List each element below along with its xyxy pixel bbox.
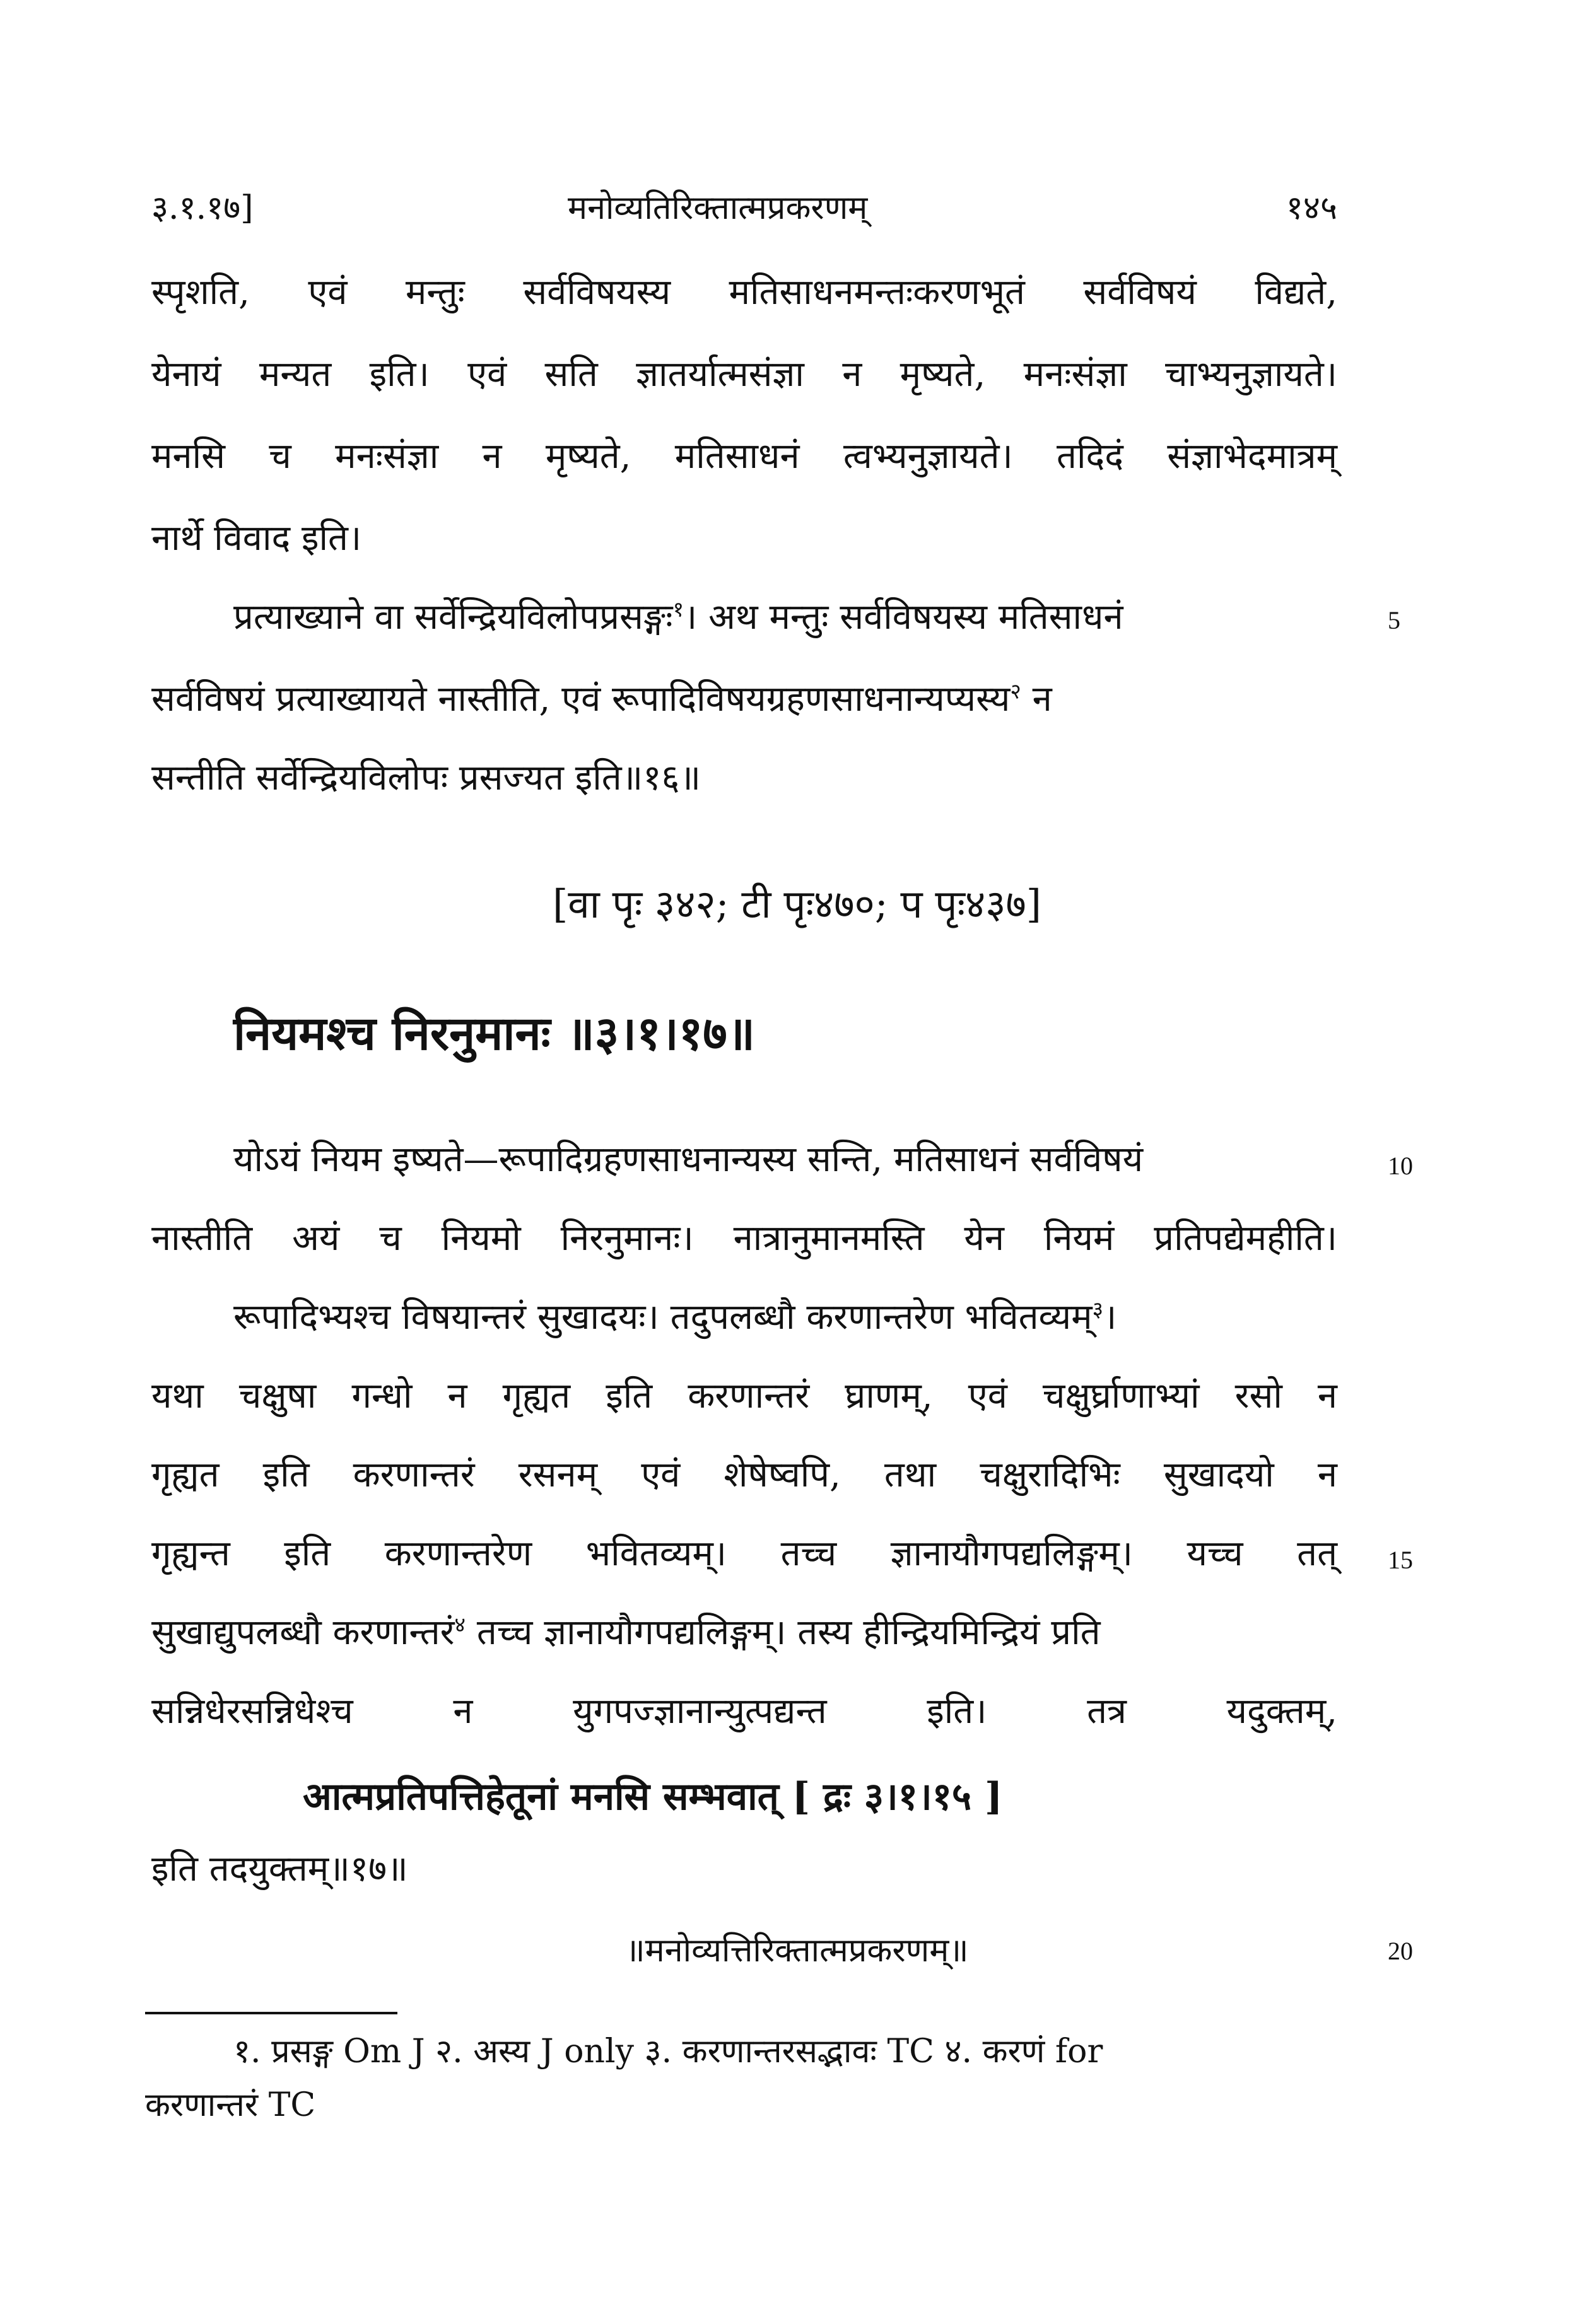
text-line: येनायं मन्यत इति। एवं सति ज्ञातर्यात्मसंज्ञा न मृष्यते, मनःसंज्ञा चाभ्यनुज्ञायते। <box>151 354 1337 395</box>
text-line: योऽयं नियम इष्यते—रूपादिग्रहणसाधनान्यस्य सन्ति, मतिसाधनं सर्वविषयं <box>233 1139 1144 1180</box>
header-section-ref: ३.१.१७] <box>151 189 254 227</box>
text-span: सुखाद्युपलब्धौ करणान्तरं <box>151 1612 455 1653</box>
text-span: रूपादिभ्यश्च विषयान्तरं सुखादयः। तदुपलब्धौ करणान्तरेण भवितव्यम् <box>233 1297 1093 1338</box>
header-chapter-title: मनोव्यतिरिक्तात्मप्रकरणम् <box>568 189 868 227</box>
text-line: इति तदयुक्तम्॥१७॥ <box>151 1848 408 1889</box>
text-line <box>233 596 1337 638</box>
text-span: । अथ मन्तुः सर्वविषयस्य मतिसाधनं <box>684 597 1123 638</box>
line-number: 10 <box>1388 1152 1413 1180</box>
text-line: मनसि च मनःसंज्ञा न मृष्यते, मतिसाधनं त्वभ्यनुज्ञायते। तदिदं संज्ञाभेदमात्रम् <box>151 436 1337 477</box>
text-span: तच्च ज्ञानायौगपद्यलिङ्गम्। तस्य हीन्द्रियमिन्द्रियं प्रति <box>476 1612 1101 1653</box>
text-line: सन्तीति सर्वेन्द्रियविलोपः प्रसज्यत इति॥१६॥ <box>151 757 701 798</box>
running-header <box>151 184 1337 235</box>
footnote-marker: २ <box>1010 679 1021 704</box>
page-number: १४५ <box>1286 189 1337 227</box>
footnote-line: करणान्तरं TC <box>145 2086 316 2124</box>
text-line: नास्तीति अयं च नियमो निरनुमानः। नात्रानुमानमस्ति येन नियमं प्रतिपद्येमहीति। <box>151 1218 1337 1259</box>
text-line: यथा चक्षुषा गन्धो न गृह्यत इति करणान्तरं घ्राणम्, एवं चक्षुर्घ्राणाभ्यां रसो न <box>151 1375 1337 1416</box>
footnote-line: १. प्रसङ्ग Om J २. अस्य J only ३. करणान्तरसद्भावः TC ४. करणं for <box>233 2033 1103 2070</box>
text-line <box>151 1611 1337 1654</box>
footnote-rule <box>145 2012 397 2014</box>
text-span: न <box>1032 679 1052 720</box>
quoted-sutra: आत्मप्रतिपत्तिहेतूनां मनसि सम्भवात् [ द्रः ३।१।१५ ] <box>303 1775 1003 1819</box>
sutra-heading: नियमश्च निरनुमानः ॥३।१।१७॥ <box>233 1007 756 1061</box>
text-line: गृह्यत इति करणान्तरं रसनम् एवं शेषेष्वपि, तथा चक्षुरादिभिः सुखादयो न <box>151 1454 1337 1495</box>
section-colophon: ॥मनोव्यत्तिरिक्तात्मप्रकरणम्॥ <box>625 1932 969 1970</box>
footnote-marker: ४ <box>454 1612 466 1637</box>
cross-references: [वा पृः ३४२; टी पृः४७०; प पृः४३७] <box>553 881 1041 927</box>
line-number: 5 <box>1388 606 1400 634</box>
text-span: सर्वविषयं प्रत्याख्यायते नास्तीति, एवं रूपादिविषयग्रहणसाधनान्यप्यस्य <box>151 679 1011 720</box>
text-span: प्रत्याख्याने वा सर्वेन्द्रियविलोपप्रसङ्गः <box>233 597 673 638</box>
text-line: गृह्यन्त इति करणान्तरेण भवितव्यम्। तच्च ज्ञानायौगपद्यलिङ्गम्। यच्च तत् <box>151 1533 1337 1574</box>
footnote-marker: ३ <box>1092 1297 1104 1322</box>
text-line: नार्थे विवाद इति। <box>151 518 362 559</box>
text-line: सन्निधेरसन्निधेश्च न युगपज्ज्ञानान्युत्पद्यन्त इति। तत्र यदुक्तम्, <box>151 1691 1337 1732</box>
line-number: 20 <box>1388 1937 1413 1965</box>
text-line <box>151 678 1337 720</box>
line-number: 15 <box>1388 1546 1413 1574</box>
text-line: स्पृशति, एवं मन्तुः सर्वविषयस्य मतिसाधनमन्तःकरणभूतं सर्वविषयं विद्यते, <box>151 272 1337 313</box>
text-line: रूपादिभ्यश्च विषयान्तरं सुखादयः। तदुपलब्धौ करणान्तरेण भवितव्यम्$^३$। <box>233 1297 1117 1338</box>
footnote-marker: १ <box>672 597 684 622</box>
